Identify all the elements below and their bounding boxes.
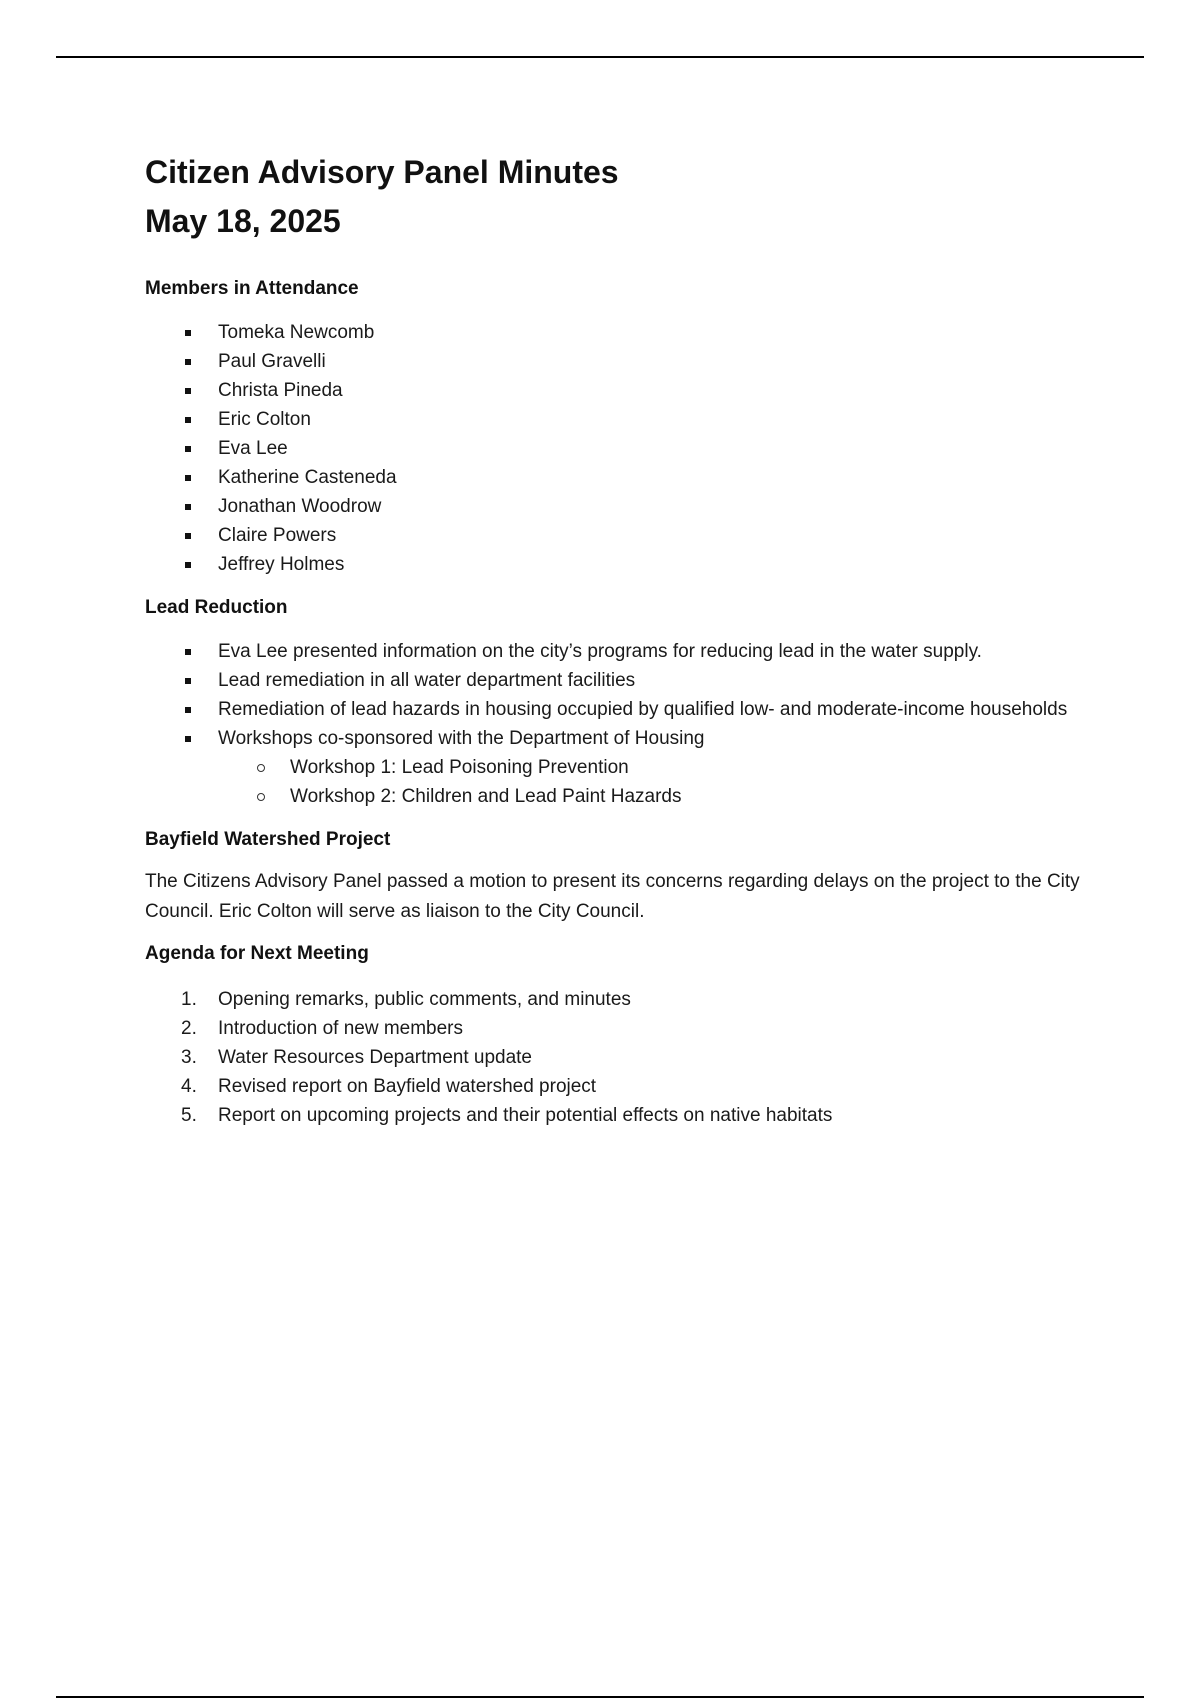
list-item: Jeffrey Holmes [145, 550, 1085, 579]
square-bullet-icon [185, 475, 191, 481]
square-bullet-icon [185, 562, 191, 568]
square-bullet-icon [185, 649, 191, 655]
square-bullet-icon [185, 359, 191, 365]
list-item: Eva Lee [145, 434, 1085, 463]
square-bullet-icon [185, 388, 191, 394]
list-item: 5. Report on upcoming projects and their potential effects on native habitats [145, 1101, 1085, 1130]
list-number: 4. [181, 1076, 197, 1097]
list-item: Workshops co-sponsored with the Department of Housing [145, 724, 1085, 753]
lead-reduction-list [145, 637, 1085, 753]
agenda-heading: Agenda for Next Meeting [145, 943, 369, 964]
list-item: Claire Powers [145, 521, 1085, 550]
title-line-2-date: May 18, 2025 [145, 203, 341, 239]
square-bullet-icon [185, 736, 191, 742]
list-number: 5. [181, 1105, 197, 1126]
list-item: Katherine Casteneda [145, 463, 1085, 492]
title-line-1: Citizen Advisory Panel Minutes [145, 154, 619, 190]
workshops-sublist [145, 753, 1085, 811]
list-item: Jonathan Woodrow [145, 492, 1085, 521]
list-item: Tomeka Newcomb [145, 318, 1085, 347]
list-item: 1. Opening remarks, public comments, and minutes [145, 985, 1085, 1014]
square-bullet-icon [185, 533, 191, 539]
document-title [145, 148, 1085, 246]
list-item: Remediation of lead hazards in housing occupied by qualified low- and moderate-income households [145, 695, 1085, 724]
page-bottom-rule [56, 1696, 1144, 1698]
document-body [145, 148, 1085, 1130]
circle-bullet-icon [257, 793, 265, 801]
list-item: Eva Lee presented information on the city’s programs for reducing lead in the water supply. [145, 637, 1085, 666]
list-item: Paul Gravelli [145, 347, 1085, 376]
list-item: Lead remediation in all water department facilities [145, 666, 1085, 695]
square-bullet-icon [185, 504, 191, 510]
list-number: 3. [181, 1047, 197, 1068]
square-bullet-icon [185, 446, 191, 452]
circle-bullet-icon [257, 764, 265, 772]
square-bullet-icon [185, 707, 191, 713]
bayfield-heading: Bayfield Watershed Project [145, 829, 391, 850]
members-list [145, 318, 1085, 579]
list-item: 4. Revised report on Bayfield watershed project [145, 1072, 1085, 1101]
list-item: Christa Pineda [145, 376, 1085, 405]
list-item: Eric Colton [145, 405, 1085, 434]
lead-reduction-heading: Lead Reduction [145, 597, 288, 618]
list-number: 1. [181, 989, 197, 1010]
sub-list-item: Workshop 2: Children and Lead Paint Hazards [145, 782, 1085, 811]
square-bullet-icon [185, 330, 191, 336]
members-heading: Members in Attendance [145, 278, 359, 299]
agenda-list [145, 985, 1085, 1130]
list-number: 2. [181, 1018, 197, 1039]
bayfield-paragraph: The Citizens Advisory Panel passed a motion to present its concerns regarding delays on the project to the City Council. Eric Colton will serve as liaison to the City Council. [145, 871, 1080, 922]
sub-list-item: Workshop 1: Lead Poisoning Prevention [145, 753, 1085, 782]
list-item: 3. Water Resources Department update [145, 1043, 1085, 1072]
list-item: 2. Introduction of new members [145, 1014, 1085, 1043]
page-top-rule [56, 56, 1144, 58]
square-bullet-icon [185, 678, 191, 684]
square-bullet-icon [185, 417, 191, 423]
